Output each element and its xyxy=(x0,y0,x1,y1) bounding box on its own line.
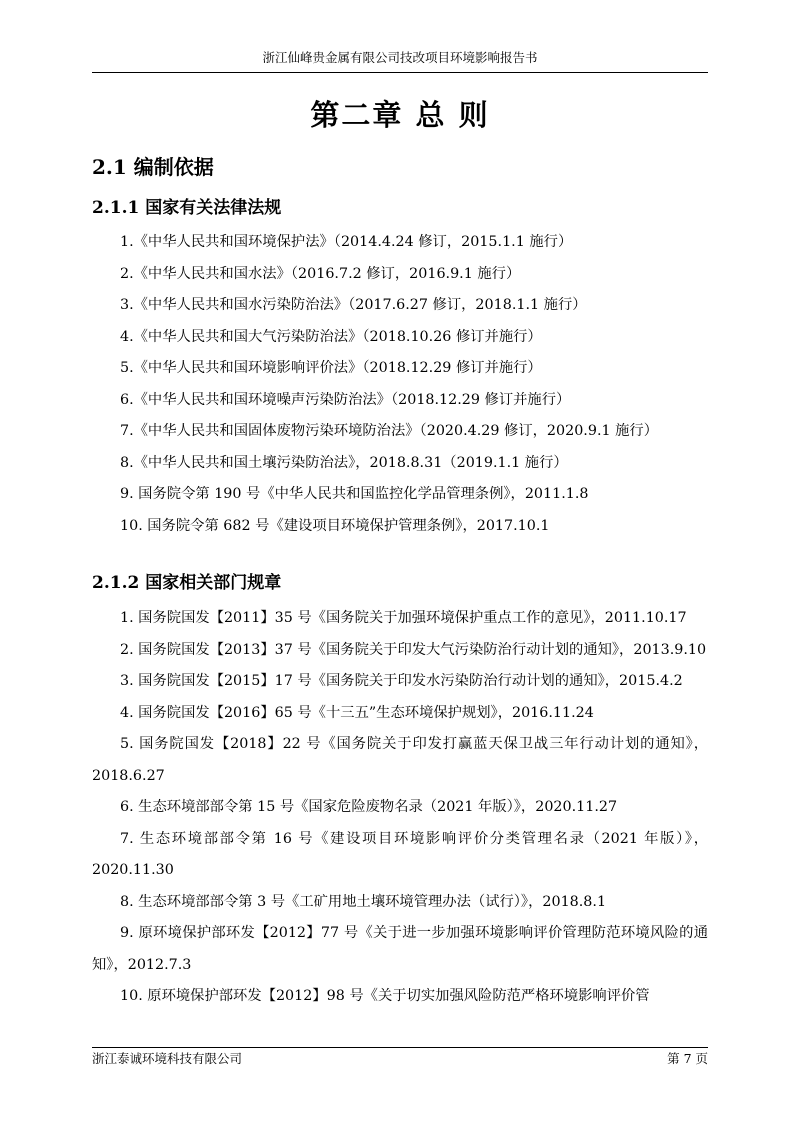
list-item: 5. 国务院国发【2018】22 号《国务院关于印发打赢蓝天保卫战三年行动计划的通知》，2018.6.27 xyxy=(92,736,708,784)
subsection-heading-laws: 2.1.1 国家有关法律法规 xyxy=(92,198,282,218)
list-item: 8. 生态环境部部令第 3 号《工矿用地土壤环境管理办法（试行）》，2018.8.1 xyxy=(120,893,607,910)
list-item: 2.《中华人民共和国水法》（2016.7.2 修订，2016.9.1 施行） xyxy=(120,265,521,282)
laws-list xyxy=(92,227,708,542)
list-item: 6. 生态环境部部令第 15 号《国家危险废物名录（2021 年版）》，2020.11.27 xyxy=(120,799,618,815)
list-item: 10. 原环境保护部环发【2012】98 号《关于切实加强风险防范严格环境影响评价管 xyxy=(120,988,650,1004)
section-heading: 2.1 编制依据 xyxy=(92,155,214,179)
list-item: 7.《中华人民共和国固体废物污染环境防治法》（2020.4.29 修订，2020.9.1 施行） xyxy=(120,423,659,439)
page-header: 浙江仙峰贵金属有限公司技改项目环境影响报告书 xyxy=(262,50,538,65)
list-item: 7. 生态环境部部令第 16 号《建设项目环境影响评价分类管理名录（2021 年版）》，2020.11.30 xyxy=(92,830,708,878)
list-item: 10. 国务院令第 682 号《建设项目环境保护管理条例》，2017.10.1 xyxy=(120,517,550,534)
list-item: 2. 国务院国发【2013】37 号《国务院关于印发大气污染防治行动计划的通知》，2013.9.10 xyxy=(120,641,707,658)
list-item: 9. 原环境保护部环发【2012】77 号《关于进一步加强环境影响评价管理防范环境风险的通知》，2012.7.3 xyxy=(92,925,708,973)
list-item: 3. 国务院国发【2015】17 号《国务院关于印发水污染防治行动计划的通知》，2015.4.2 xyxy=(120,673,683,689)
list-item: 1. 国务院国发【2011】35 号《国务院关于加强环境保护重点工作的意见》，2011.10.17 xyxy=(120,610,687,626)
page-number: 第 7 页 xyxy=(667,1051,708,1066)
list-item: 5.《中华人民共和国环境影响评价法》（2018.12.29 修订并施行） xyxy=(120,360,542,376)
footer-company: 浙江泰诚环境科技有限公司 xyxy=(92,1051,243,1066)
list-item: 4.《中华人民共和国大气污染防治法》（2018.10.26 修订并施行） xyxy=(120,328,542,345)
subsection-heading-regulations: 2.1.2 国家相关部门规章 xyxy=(92,573,282,593)
list-item: 3.《中华人民共和国水污染防治法》（2017.6.27 修订，2018.1.1 施行） xyxy=(120,297,587,313)
header-divider xyxy=(92,72,708,73)
list-item: 1.《中华人民共和国环境保护法》（2014.4.24 修订，2015.1.1 施行） xyxy=(120,234,573,250)
chapter-title: 第二章 总 则 xyxy=(310,98,490,132)
footer-divider xyxy=(92,1047,708,1048)
list-item: 4. 国务院国发【2016】65 号《十三五”生态环境保护规划》，2016.11.24 xyxy=(120,704,594,721)
regulations-list xyxy=(92,603,708,1013)
list-item: 8.《中华人民共和国土壤污染防治法》，2018.8.31（2019.1.1 施行） xyxy=(120,454,568,471)
list-item: 9. 国务院令第 190 号《中华人民共和国监控化学品管理条例》，2011.1.8 xyxy=(120,486,589,502)
list-item: 6.《中华人民共和国环境噪声污染防治法》（2018.12.29 修订并施行） xyxy=(120,391,571,408)
